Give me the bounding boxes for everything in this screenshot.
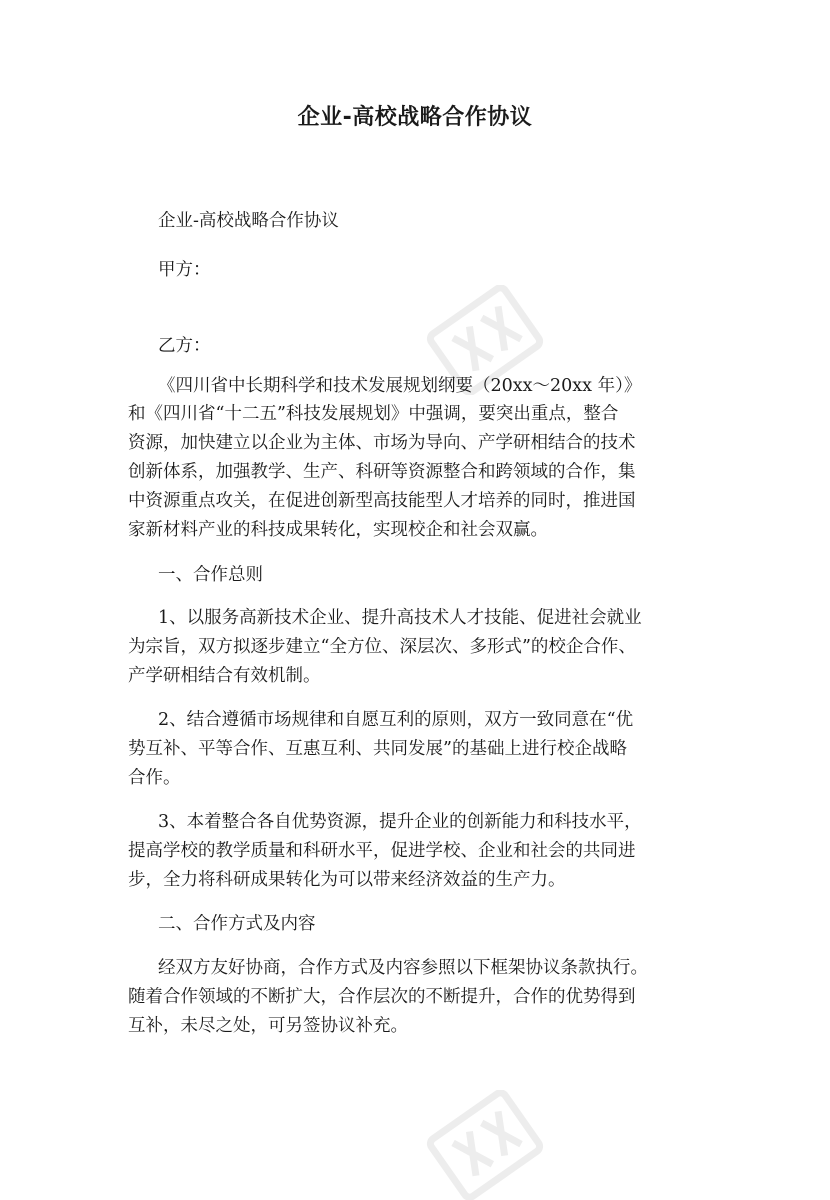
section-heading: 一、合作总则 — [158, 565, 263, 585]
intro-line: 中资源重点攻关，在促进创新型高技能型人才培养的同时，推进国 — [128, 491, 636, 511]
item-1-line: 产学研相结合有效机制。 — [128, 666, 321, 686]
item-1-line: 为宗旨，双方拟逐步建立“全方位、深层次、多形式”的校企合作、 — [128, 637, 636, 657]
item-3-line: 提高学校的教学质量和科研水平，促进学校、企业和社会的共同进 — [128, 841, 636, 861]
section-2-line: 随着合作领域的不断扩大，合作层次的不断提升，合作的优势得到 — [128, 987, 636, 1007]
intro-line: 资源，加快建立以企业为主体、市场为导向、产学研相结合的技术 — [128, 433, 636, 453]
item-2-line: 合作。 — [128, 768, 181, 788]
intro-line: 创新体系，加强教学、生产、科研等资源整合和跨领域的合作，集 — [128, 462, 636, 482]
section-2-line: 互补，未尽之处，可另签协议补充。 — [128, 1016, 408, 1036]
party-a-label: 甲方： — [158, 260, 211, 280]
intro-line: 家新材料产业的科技成果转化，实现校企和社会双赢。 — [128, 520, 548, 540]
intro-line: 和《四川省“十二五”科技发展规划》中强调，要突出重点，整合 — [128, 404, 619, 424]
item-2-line: 2、结合遵循市场规律和自愿互利的原则，双方一致同意在“优 — [158, 710, 634, 730]
section-heading: 二、合作方式及内容 — [158, 914, 316, 934]
party-b-label: 乙方： — [158, 336, 211, 356]
item-2-line: 势互补、平等合作、互惠互利、共同发展”的基础上进行校企战略 — [128, 739, 627, 759]
watermark-icon — [420, 1090, 550, 1200]
document-title: 企业-高校战略合作协议 — [297, 105, 533, 130]
item-3-line: 步，全力将科研成果转化为可以带来经济效益的生产力。 — [128, 870, 566, 890]
section-2-line: 经双方友好协商，合作方式及内容参照以下框架协议条款执行。 — [158, 958, 648, 978]
intro-line: 《四川省中长期科学和技术发展规划纲要（20xx～20xx 年）》 — [158, 376, 642, 396]
item-3-line: 3、本着整合各自优势资源，提升企业的创新能力和科技水平， — [158, 812, 642, 832]
item-1-line: 1、以服务高新技术企业、提升高技术人才技能、促进社会就业 — [158, 608, 642, 628]
subtitle: 企业-高校战略合作协议 — [158, 211, 339, 231]
